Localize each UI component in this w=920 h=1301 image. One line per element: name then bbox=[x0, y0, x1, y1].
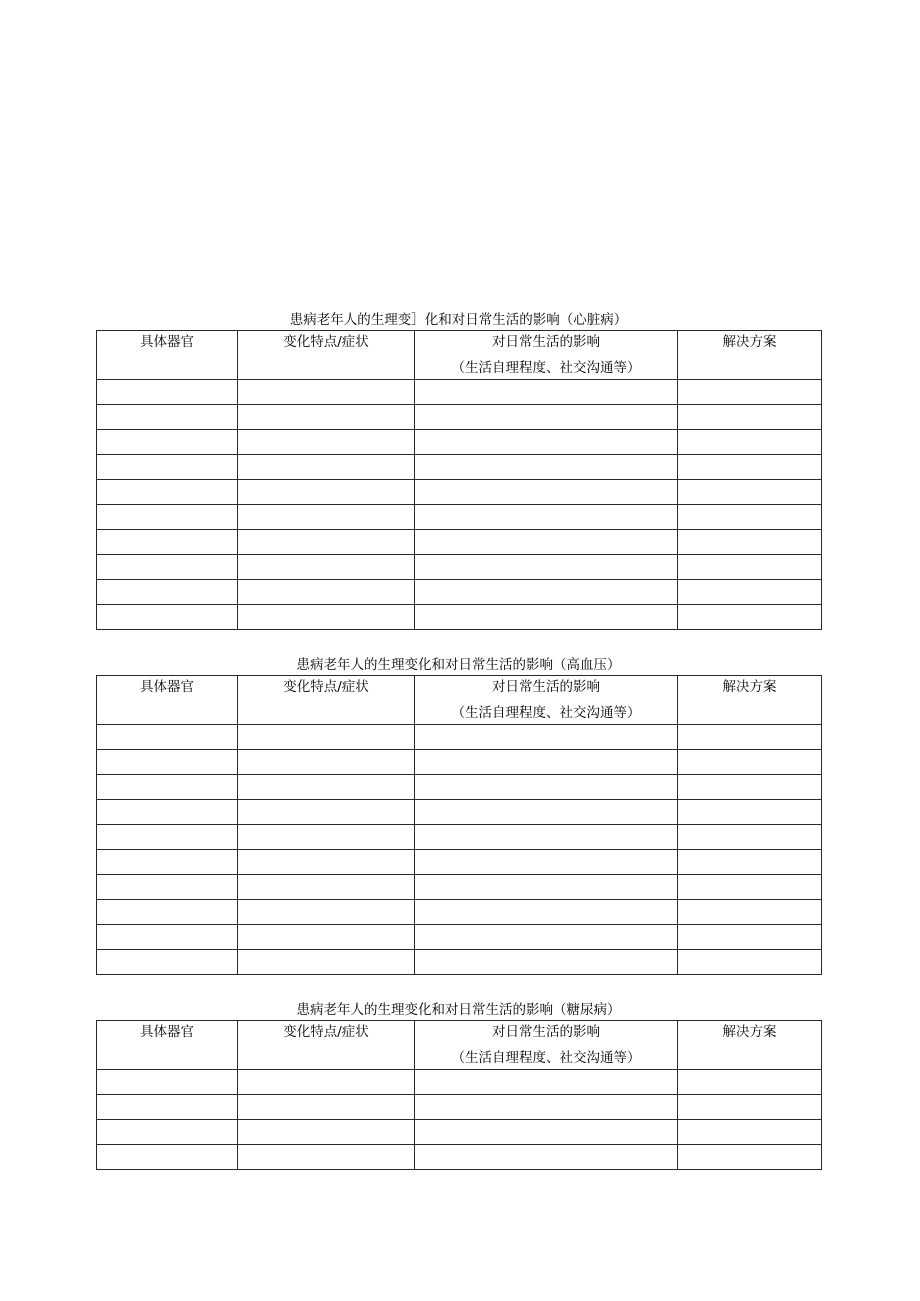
organ-cell[interactable] bbox=[97, 580, 238, 605]
change-cell[interactable] bbox=[238, 380, 415, 405]
table-row bbox=[97, 800, 822, 825]
solution-cell[interactable] bbox=[678, 875, 822, 900]
section-diabetes bbox=[96, 1000, 821, 1170]
section-hypertension bbox=[96, 655, 821, 975]
organ-cell[interactable] bbox=[97, 1095, 238, 1120]
impact-cell[interactable] bbox=[415, 530, 678, 555]
change-cell[interactable] bbox=[238, 1145, 415, 1170]
impact-cell[interactable] bbox=[415, 1095, 678, 1120]
table-row bbox=[97, 605, 822, 630]
organ-cell[interactable] bbox=[97, 800, 238, 825]
organ-cell[interactable] bbox=[97, 530, 238, 555]
table-row bbox=[97, 405, 822, 430]
solution-cell[interactable] bbox=[678, 480, 822, 505]
header-change: 变化特点/症状 bbox=[238, 1021, 415, 1070]
header-organ: 具体器官 bbox=[97, 1021, 238, 1070]
organ-cell[interactable] bbox=[97, 430, 238, 455]
organ-cell[interactable] bbox=[97, 605, 238, 630]
table-row bbox=[97, 380, 822, 405]
impact-cell[interactable] bbox=[415, 925, 678, 950]
organ-cell[interactable] bbox=[97, 725, 238, 750]
table-row bbox=[97, 950, 822, 975]
solution-cell[interactable] bbox=[678, 775, 822, 800]
solution-cell[interactable] bbox=[678, 405, 822, 430]
change-cell[interactable] bbox=[238, 875, 415, 900]
change-cell[interactable] bbox=[238, 505, 415, 530]
organ-cell[interactable] bbox=[97, 480, 238, 505]
solution-cell[interactable] bbox=[678, 530, 822, 555]
impact-cell[interactable] bbox=[415, 725, 678, 750]
header-change: 变化特点/症状 bbox=[238, 331, 415, 380]
header-row bbox=[97, 1021, 822, 1070]
header-impact-line1: 对日常生活的影响 bbox=[492, 1024, 600, 1040]
change-cell[interactable] bbox=[238, 1120, 415, 1145]
impact-cell[interactable] bbox=[415, 900, 678, 925]
change-cell[interactable] bbox=[238, 405, 415, 430]
header-organ: 具体器官 bbox=[97, 331, 238, 380]
change-cell[interactable] bbox=[238, 480, 415, 505]
header-impact-line2: （生活自理程度、社交沟通等） bbox=[451, 705, 641, 721]
impact-cell[interactable] bbox=[415, 455, 678, 480]
change-cell[interactable] bbox=[238, 605, 415, 630]
change-cell[interactable] bbox=[238, 750, 415, 775]
solution-cell[interactable] bbox=[678, 505, 822, 530]
table-row bbox=[97, 505, 822, 530]
organ-cell[interactable] bbox=[97, 505, 238, 530]
organ-cell[interactable] bbox=[97, 875, 238, 900]
organ-cell[interactable] bbox=[97, 405, 238, 430]
header-impact bbox=[415, 676, 678, 725]
change-cell[interactable] bbox=[238, 1070, 415, 1095]
solution-cell[interactable] bbox=[678, 950, 822, 975]
organ-cell[interactable] bbox=[97, 1145, 238, 1170]
impact-cell[interactable] bbox=[415, 750, 678, 775]
header-impact-line1: 对日常生活的影响 bbox=[492, 679, 600, 695]
header-solution: 解决方案 bbox=[678, 676, 822, 725]
change-cell[interactable] bbox=[238, 825, 415, 850]
table-row bbox=[97, 430, 822, 455]
solution-cell[interactable] bbox=[678, 555, 822, 580]
table-row bbox=[97, 850, 822, 875]
solution-cell[interactable] bbox=[678, 925, 822, 950]
organ-cell[interactable] bbox=[97, 555, 238, 580]
table-row bbox=[97, 1070, 822, 1095]
header-impact bbox=[415, 331, 678, 380]
impact-cell[interactable] bbox=[415, 850, 678, 875]
impact-cell[interactable] bbox=[415, 800, 678, 825]
solution-cell[interactable] bbox=[678, 455, 822, 480]
organ-cell[interactable] bbox=[97, 455, 238, 480]
table-row bbox=[97, 530, 822, 555]
solution-cell[interactable] bbox=[678, 1120, 822, 1145]
section-heart-disease bbox=[96, 310, 821, 630]
table-row bbox=[97, 455, 822, 480]
table-title: 患病老年人的生理变］化和对日常生活的影响（心脏病） bbox=[289, 312, 628, 328]
header-row bbox=[97, 331, 822, 380]
solution-cell[interactable] bbox=[678, 430, 822, 455]
table-row bbox=[97, 925, 822, 950]
table-title: 患病老年人的生理变化和对日常生活的影响（糖尿病） bbox=[296, 1002, 621, 1018]
change-cell[interactable] bbox=[238, 455, 415, 480]
header-impact-line1: 对日常生活的影响 bbox=[492, 334, 600, 350]
solution-cell[interactable] bbox=[678, 750, 822, 775]
solution-cell[interactable] bbox=[678, 725, 822, 750]
table-row bbox=[97, 750, 822, 775]
impact-cell[interactable] bbox=[415, 875, 678, 900]
solution-cell[interactable] bbox=[678, 605, 822, 630]
table-row bbox=[97, 555, 822, 580]
table-row bbox=[97, 1120, 822, 1145]
table-row bbox=[97, 775, 822, 800]
impact-cell[interactable] bbox=[415, 480, 678, 505]
table-row bbox=[97, 725, 822, 750]
impact-cell[interactable] bbox=[415, 1120, 678, 1145]
table-title: 患病老年人的生理变化和对日常生活的影响（高血压） bbox=[296, 657, 621, 673]
solution-cell[interactable] bbox=[678, 850, 822, 875]
impact-cell[interactable] bbox=[415, 775, 678, 800]
impact-cell[interactable] bbox=[415, 580, 678, 605]
header-change: 变化特点/症状 bbox=[238, 676, 415, 725]
organ-cell[interactable] bbox=[97, 1120, 238, 1145]
organ-cell[interactable] bbox=[97, 380, 238, 405]
solution-cell[interactable] bbox=[678, 380, 822, 405]
organ-cell[interactable] bbox=[97, 850, 238, 875]
impact-cell[interactable] bbox=[415, 555, 678, 580]
header-impact bbox=[415, 1021, 678, 1070]
solution-cell[interactable] bbox=[678, 825, 822, 850]
change-cell[interactable] bbox=[238, 800, 415, 825]
organ-cell[interactable] bbox=[97, 950, 238, 975]
table-row bbox=[97, 875, 822, 900]
change-cell[interactable] bbox=[238, 950, 415, 975]
header-row bbox=[97, 676, 822, 725]
impact-cell[interactable] bbox=[415, 605, 678, 630]
impact-cell[interactable] bbox=[415, 950, 678, 975]
solution-cell[interactable] bbox=[678, 1070, 822, 1095]
change-cell[interactable] bbox=[238, 430, 415, 455]
impact-cell[interactable] bbox=[415, 405, 678, 430]
change-cell[interactable] bbox=[238, 900, 415, 925]
table-row bbox=[97, 900, 822, 925]
header-impact-line2: （生活自理程度、社交沟通等） bbox=[451, 360, 641, 376]
table-hypertension bbox=[96, 675, 822, 975]
header-organ: 具体器官 bbox=[97, 676, 238, 725]
change-cell[interactable] bbox=[238, 530, 415, 555]
table-row bbox=[97, 580, 822, 605]
header-solution: 解决方案 bbox=[678, 331, 822, 380]
impact-cell[interactable] bbox=[415, 825, 678, 850]
table-diabetes bbox=[96, 1020, 822, 1170]
impact-cell[interactable] bbox=[415, 505, 678, 530]
organ-cell[interactable] bbox=[97, 750, 238, 775]
impact-cell[interactable] bbox=[415, 1070, 678, 1095]
organ-cell[interactable] bbox=[97, 825, 238, 850]
change-cell[interactable] bbox=[238, 555, 415, 580]
organ-cell[interactable] bbox=[97, 1070, 238, 1095]
header-impact-line2: （生活自理程度、社交沟通等） bbox=[451, 1050, 641, 1066]
change-cell[interactable] bbox=[238, 775, 415, 800]
solution-cell[interactable] bbox=[678, 1095, 822, 1120]
impact-cell[interactable] bbox=[415, 430, 678, 455]
solution-cell[interactable] bbox=[678, 900, 822, 925]
table-heart-disease bbox=[96, 330, 822, 630]
organ-cell[interactable] bbox=[97, 900, 238, 925]
change-cell[interactable] bbox=[238, 925, 415, 950]
table-row bbox=[97, 825, 822, 850]
table-row bbox=[97, 1095, 822, 1120]
table-row bbox=[97, 1145, 822, 1170]
table-row bbox=[97, 480, 822, 505]
organ-cell[interactable] bbox=[97, 925, 238, 950]
change-cell[interactable] bbox=[238, 850, 415, 875]
solution-cell[interactable] bbox=[678, 580, 822, 605]
solution-cell[interactable] bbox=[678, 1145, 822, 1170]
organ-cell[interactable] bbox=[97, 775, 238, 800]
header-solution: 解决方案 bbox=[678, 1021, 822, 1070]
impact-cell[interactable] bbox=[415, 1145, 678, 1170]
impact-cell[interactable] bbox=[415, 380, 678, 405]
solution-cell[interactable] bbox=[678, 800, 822, 825]
change-cell[interactable] bbox=[238, 580, 415, 605]
change-cell[interactable] bbox=[238, 725, 415, 750]
change-cell[interactable] bbox=[238, 1095, 415, 1120]
